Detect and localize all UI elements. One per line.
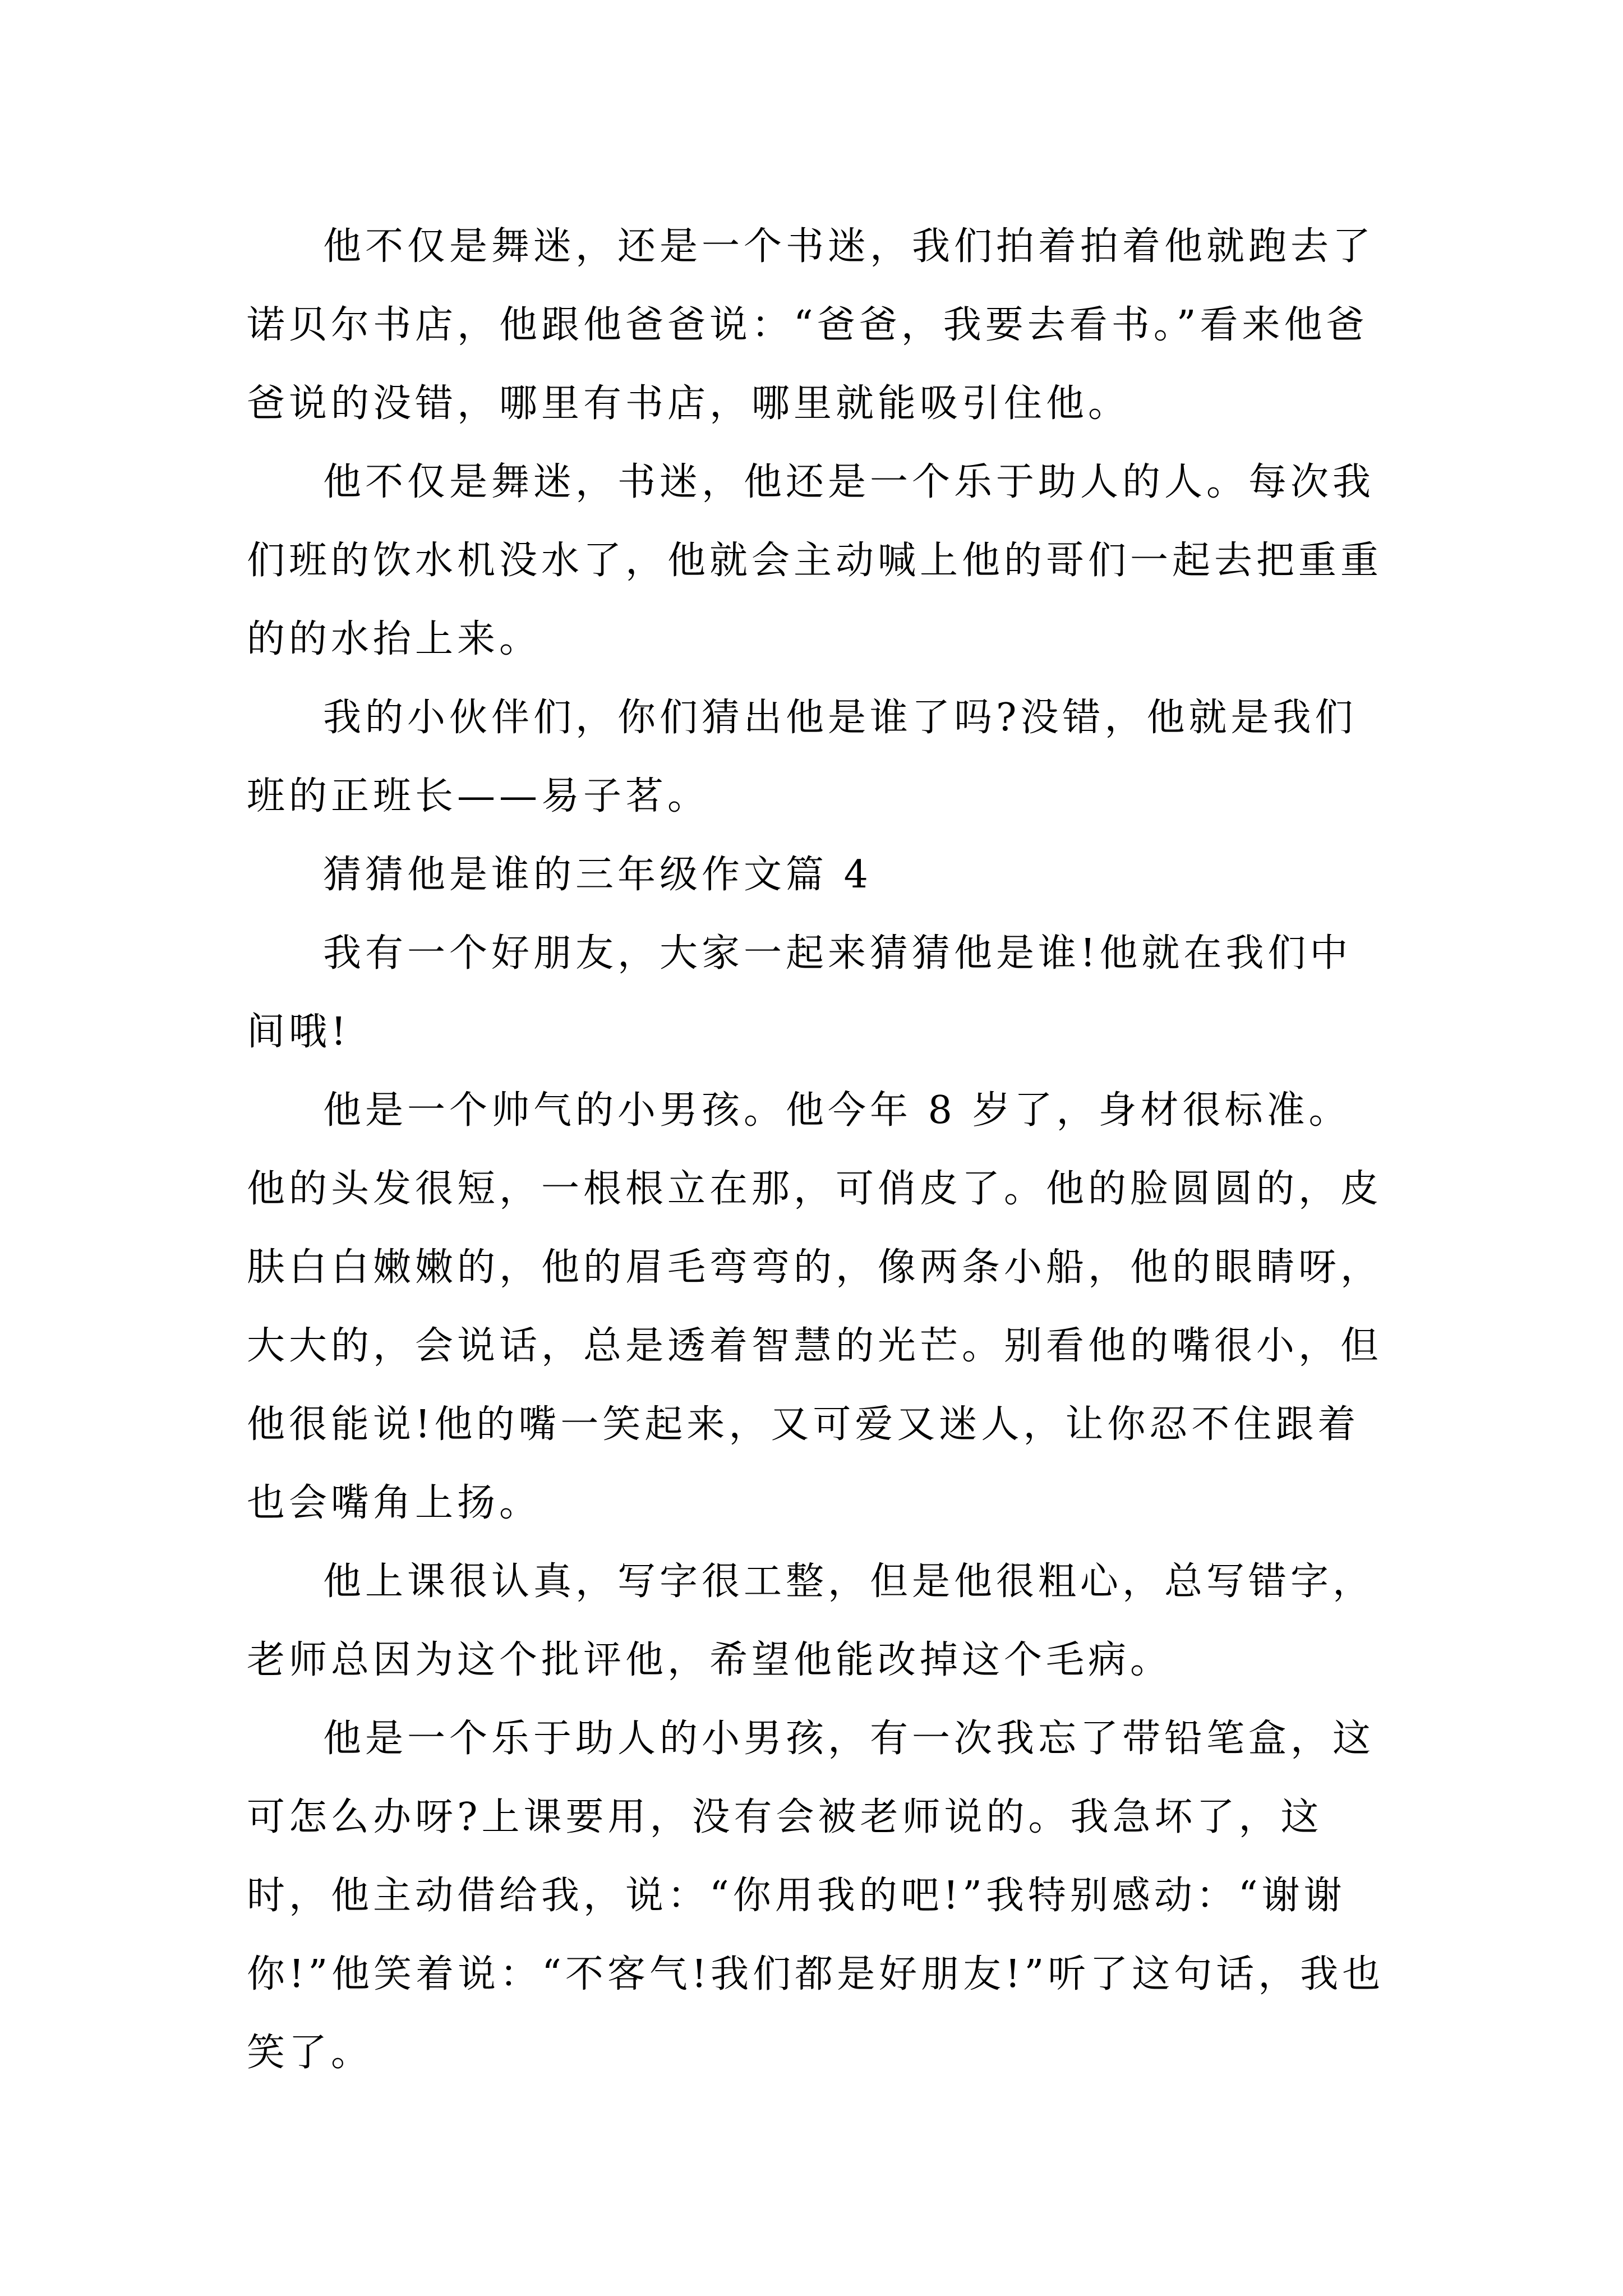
- paragraph-helpful: 他不仅是舞迷，书迷，他还是一个乐于助人的人。每次我们班的饮水机没水了，他就会主动喊上他的哥们一起去把重重的的水抬上来。: [247, 460, 1383, 661]
- paragraph-intro: 我有一个好朋友，大家一起来猜猜他是谁!他就在我们中间哦!: [247, 931, 1352, 1054]
- document-page: [247, 208, 1391, 2092]
- paragraph-reveal: 我的小伙伴们，你们猜出他是谁了吗?没错，他就是我们班的正班长——易子茗。: [247, 696, 1357, 818]
- paragraph-class: 他上课很认真，写字很工整，但是他很粗心，总写错字，老师总因为这个批评他，希望他能改掉这个毛病。: [247, 1559, 1375, 1682]
- section-heading: 猜猜他是谁的三年级作文篇 4: [323, 853, 872, 897]
- paragraph-story: 他是一个乐于助人的小男孩，有一次我忘了带铅笔盒，这可怎么办呀?上课要用，没有会被老师说的。我急坏了，这时，他主动借给我，说：“你用我的吧!”我特别感动：“谢谢你!”他笑着说：“不客气!我们都是好朋友!”听了这句话，我也笑了。: [247, 1717, 1385, 2075]
- paragraph-appearance: 他是一个帅气的小男孩。他今年 8 岁了，身材很标准。他的头发很短，一根根立在那，可俏皮了。他的脸圆圆的，皮肤白白嫩嫩的，他的眉毛弯弯的，像两条小船，他的眼睛呀，大大的，会说话，总是透着智慧的光芒。别看他的嘴很小，但他很能说!他的嘴一笑起来，又可爱又迷人，让你忍不住跟着也会嘴角上扬。: [247, 1088, 1383, 1525]
- paragraph-bookworm: 他不仅是舞迷，还是一个书迷，我们拍着拍着他就跑去了诺贝尔书店，他跟他爸爸说：“爸爸，我要去看书。”看来他爸爸说的没错，哪里有书店，哪里就能吸引住他。: [247, 224, 1375, 426]
